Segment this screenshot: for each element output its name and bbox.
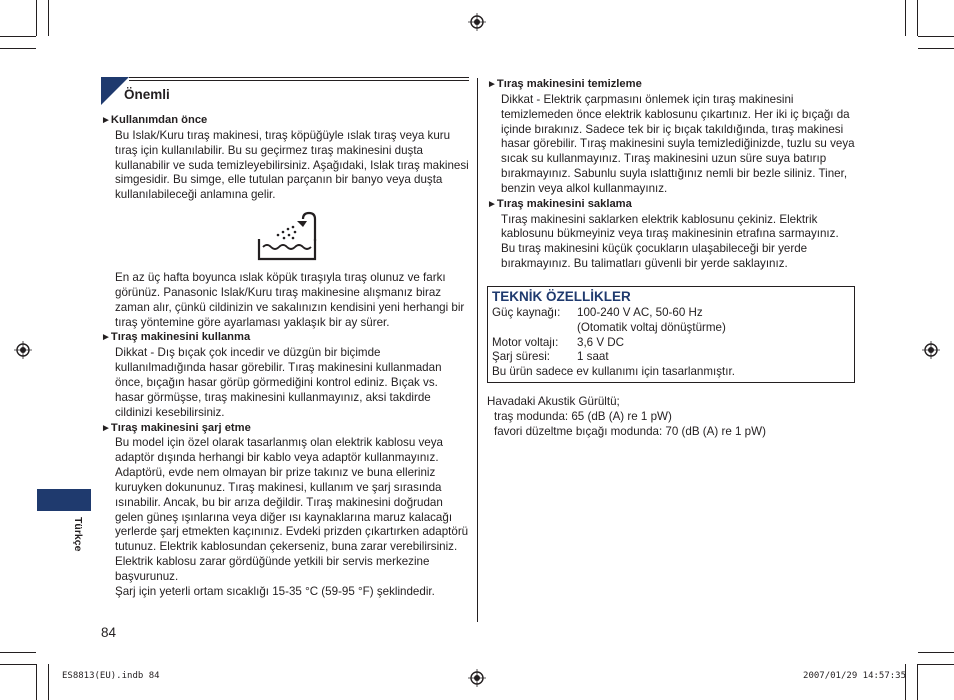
slug-file: ES8813(EU).indb 84 <box>62 671 160 681</box>
crop-mark <box>917 664 918 700</box>
left-column <box>101 113 469 600</box>
registration-mark-icon <box>14 341 32 359</box>
spec-note: Bu ürün sadece ev kullanımı için tasarlanmıştır. <box>492 365 735 379</box>
crop-mark <box>0 48 36 49</box>
language-label: Türkçe <box>72 517 84 552</box>
spec-label: Güç kaynağı: <box>492 305 561 319</box>
spec-label-empty <box>492 321 577 336</box>
icon-container <box>101 203 469 271</box>
crop-mark <box>917 0 918 36</box>
spec-value: 3,6 V DC <box>577 335 625 349</box>
spec-row <box>492 336 850 351</box>
language-tab <box>37 489 91 511</box>
spec-row <box>492 306 850 321</box>
registration-mark-icon <box>468 13 486 31</box>
crop-mark <box>0 652 36 653</box>
crop-mark <box>48 0 49 36</box>
spec-label: Motor voltajı: <box>492 335 559 349</box>
registration-mark-icon <box>922 341 940 359</box>
section-heading: ► Tıraş makinesini saklama <box>487 197 855 213</box>
spec-value: (Otomatik voltaj dönüştürme) <box>577 320 726 334</box>
spec-box <box>487 286 855 383</box>
section-header <box>101 77 469 105</box>
column-divider <box>477 78 478 622</box>
paragraph: En az üç hafta boyunca ıslak köpük tıraşıyla tıraş olunuz ve farkı görünüz. Panasonic Islak/Kuru tıraş makinesine alışmanız biraz zaman alır, çünkü cildinizin ve sakalınızın kendisini yeni herhangi bir tıraş yöntemine göre ayarlaması yaklaşık bir ay sürer. <box>115 271 465 329</box>
paragraph: Bu model için özel olarak tasarlanmış olan elektrik kablosu veya adaptör dışında herhangi bir kablo veya adaptör kullanmayınız. Adaptörü, evde nem olmayan bir prize takınız ve buna elleriniz kuruyken dokununuz. Tıraş makinesi, kullanım ve şarj sırasında ısınabilir. Ancak, bu bir arıza değildir. Tıraş makinesini doğrudan gelen güneş ışınlarına veya diğer ısı kaynaklarına maruz kalacağı yerlerde şarj etmekten kaçınınız. Evdeki prizden çıkartırken adaptörü tutunuz. Elektrik kablosundan çekerseniz, buna zarar verebilirsiniz. Elektrik kablosu zarar gördüğünde yetkili bir servis merkezine başvurunuz. <box>115 436 469 583</box>
section-heading: ► Kullanımdan önce <box>101 113 469 129</box>
paragraph: Bu Islak/Kuru tıraş makinesi, tıraş köpüğüyle ıslak tıraş veya kuru tıraş için kullanılabilir. Bu su geçirmez tıraş makinesini duşta kullanabilir ve suda temizleyebilirsiniz. Aşağıdaki, Islak tıraş makinesi simgesidir. Bu simge, elle tutulan parçanın bir banyo veya duşta kullanılabileceği anlamına gelir. <box>115 128 469 202</box>
right-column <box>487 77 855 440</box>
spec-value: 100-240 V AC, 50-60 Hz <box>577 305 703 319</box>
crop-mark <box>905 0 906 36</box>
spec-label: Şarj süresi: <box>492 350 550 364</box>
page-number: 84 <box>101 625 117 640</box>
crop-mark <box>918 48 954 49</box>
crop-mark <box>918 664 954 665</box>
paragraph: Dikkat - Dış bıçak çok incedir ve düzgün bir biçimde kullanılmadığında hasar görebilir. Tıraş makinesini kullanmadan önce, bıçağın hasar görüp görmediğini kontrol ediniz. Bıçak vs. hasar görmüşse, tıraş makinesini kullanmayınız, aksi takdirde cildinizi kesebilirsiniz. <box>115 346 442 419</box>
section-heading: ► Tıraş makinesini kullanma <box>101 330 469 346</box>
spec-value: 1 saat <box>577 350 609 364</box>
spec-row <box>492 321 850 336</box>
spec-row <box>492 350 850 365</box>
slug-date: 2007/01/29 14:57:35 <box>803 671 906 681</box>
noise-line: favori düzeltme bıçağı modunda: 70 (dB (A) re 1 pW) <box>494 424 766 438</box>
crop-mark <box>905 664 906 700</box>
noise-section <box>487 395 855 440</box>
header-rule <box>129 80 469 81</box>
crop-mark <box>918 652 954 653</box>
section-title: Önemli <box>124 87 170 102</box>
crop-mark <box>0 36 36 37</box>
section-heading: ► Tıraş makinesini şarj etme <box>101 421 469 437</box>
crop-mark <box>918 36 954 37</box>
crop-mark <box>0 664 36 665</box>
crop-mark <box>48 664 49 700</box>
shower-bath-icon <box>253 211 317 263</box>
paragraph: Dikkat - Elektrik çarpmasını önlemek için tıraş makinesini temizlemeden önce elektrik kablosunu çıkartınız. Her iki iç bıçağı da içinde bırakınız. Sadece tek bir iç bıçak takıldığında, tıraş makinesi hasar görebilir. Tıraş makinesini suyla temizlediğinizde, tuzlu su veya sıcak su kullanmayınız. Tıraş makinesini uzun süre suya batırıp bırakmayınız. Sabunlu suyla ıslattığınız nemli bir bezle siliniz. Tiner, benzin veya alkol kullanmayınız. <box>501 92 855 195</box>
crop-mark <box>36 0 37 36</box>
paragraph: Tıraş makinesini saklarken elektrik kablosunu çekiniz. Elektrik kablosunu bükmeyiniz veya tıraş makinesinin etrafına sarmayınız. Bu tıraş makinesini küçük çocukların ulaşabileceği bir yerde bırakmayınız. Bu talimatları güvenli bir yerde saklayınız. <box>501 212 839 271</box>
spec-title: TEKNİK ÖZELLİKLER <box>492 288 631 304</box>
paragraph: Şarj için yeterli ortam sıcaklığı 15-35 °C (59-95 °F) şeklindedir. <box>115 584 435 598</box>
section-heading: ► Tıraş makinesini temizleme <box>487 77 855 93</box>
header-rule <box>129 77 469 78</box>
crop-mark <box>36 664 37 700</box>
noise-line: traş modunda: 65 (dB (A) re 1 pW) <box>494 409 672 423</box>
registration-mark-icon <box>468 669 486 687</box>
noise-title: Havadaki Akustik Gürültü; <box>487 395 620 409</box>
